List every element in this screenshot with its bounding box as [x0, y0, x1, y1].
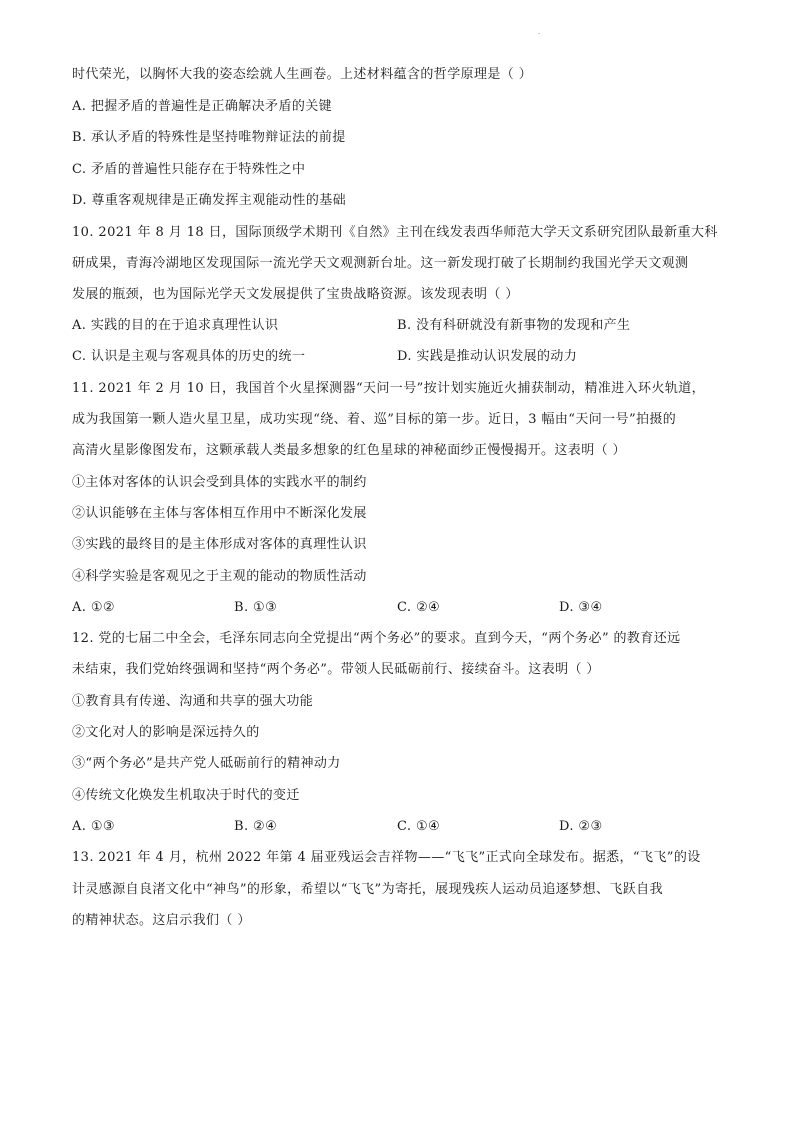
- q9-option-b: B. 承认矛盾的特殊性是坚持唯物辩证法的前提: [72, 130, 346, 145]
- q9-option-c: C. 矛盾的普遍性只能存在于特殊性之中: [72, 162, 306, 177]
- q11-stem-line-3: 高清火星影像图发布，这颗承载人类最多想象的红色星球的神秘面纱正慢慢揭开。这表明（ ）: [72, 443, 626, 458]
- q12-option-b: B. ②④: [234, 819, 278, 834]
- q11-statement-4: ④科学实验是客观见之于主观的能动的物质性活动: [72, 569, 367, 584]
- q12-stem-line-1: 12. 党的七届二中全会，毛泽东同志向全党提出“两个务必”的要求。直到今天，“两个务必” 的教育还远: [72, 631, 681, 646]
- q10-option-b: B. 没有科研就没有新事物的发现和产生: [397, 318, 631, 333]
- q12-option-c: C. ①④: [397, 819, 441, 834]
- q12-statement-1: ①教育具有传递、沟通和共享的强大功能: [72, 694, 314, 709]
- q9-stem-tail: 时代荣光，以胸怀大我的姿态绘就人生画卷。上述材料蕴含的哲学原理是（ ）: [72, 67, 533, 82]
- q13-stem-line-2: 计灵感源自良渚文化中“神鸟”的形象，希望以“飞飞”为寄托，展现残疾人运动员追逐梦想、飞跃自我: [72, 882, 663, 897]
- q13-stem-line-3: 的精神状态。这启示我们（ ）: [72, 913, 251, 928]
- q12-statement-2: ②文化对人的影响是深远持久的: [72, 725, 260, 740]
- q10-stem-line-2: 研成果，青海冷湖地区发现国际一流光学天文观测新台址。这一新发现打破了长期制约我国光学天文观测: [72, 256, 689, 271]
- q11-option-c: C. ②④: [397, 600, 441, 615]
- q11-option-d: D. ③④: [559, 600, 603, 615]
- q12-statement-4: ④传统文化焕发生机取决于时代的变迁: [72, 788, 300, 803]
- page-mark: ·: [538, 30, 541, 38]
- q12-stem-line-2: 未结束，我们党始终强调和坚持“两个务必”。带领人民砥砺前行、接续奋斗。这表明（ ）: [72, 662, 600, 677]
- q10-stem-line-3: 发展的瓶颈，也为国际光学天文发展提供了宝贵战略资源。该发现表明（ ）: [72, 287, 519, 302]
- q9-option-d: D. 尊重客观规律是正确发挥主观能动性的基础: [72, 193, 347, 208]
- q11-option-a: A. ①②: [72, 600, 115, 615]
- q10-option-c: C. 认识是主观与客观具体的历史的统一: [72, 349, 306, 364]
- q9-option-a: A. 把握矛盾的普遍性是正确解决矛盾的关键: [72, 99, 333, 114]
- q10-stem-line-1: 10. 2021 年 8 月 18 日，国际顶级学术期刊《自然》主刊在线发表西华师范大学天文系研究团队最新重大科: [72, 225, 718, 240]
- q11-stem-line-1: 11. 2021 年 2 月 10 日，我国首个火星探测器“天问一号”按计划实施近火捕获制动，精准进入环火轨道，: [72, 381, 706, 396]
- q12-option-d: D. ②③: [559, 819, 603, 834]
- q11-statement-2: ②认识能够在主体与客体相互作用中不断深化发展: [72, 506, 367, 521]
- q11-statement-3: ③实践的最终目的是主体形成对客体的真理性认识: [72, 537, 367, 552]
- q11-stem-line-2: 成为我国第一颗人造火星卫星，成功实现“绕、着、巡”目标的第一步。近日，3 幅由“天问一号”拍摄的: [72, 412, 677, 427]
- q10-option-d: D. 实践是推动认识发展的动力: [397, 349, 578, 364]
- q11-statement-1: ①主体对客体的认识会受到具体的实践水平的制约: [72, 475, 367, 490]
- q10-option-a: A. 实践的目的在于追求真理性认识: [72, 318, 279, 333]
- q13-stem-line-1: 13. 2021 年 4 月，杭州 2022 年第 4 届亚残运会吉祥物——“飞飞”正式向全球发布。据悉，“飞飞”的设: [72, 850, 701, 865]
- q12-option-a: A. ①③: [72, 819, 115, 834]
- q12-statement-3: ③“两个务必”是共产党人砥砺前行的精神动力: [72, 756, 341, 771]
- q11-option-b: B. ①③: [234, 600, 278, 615]
